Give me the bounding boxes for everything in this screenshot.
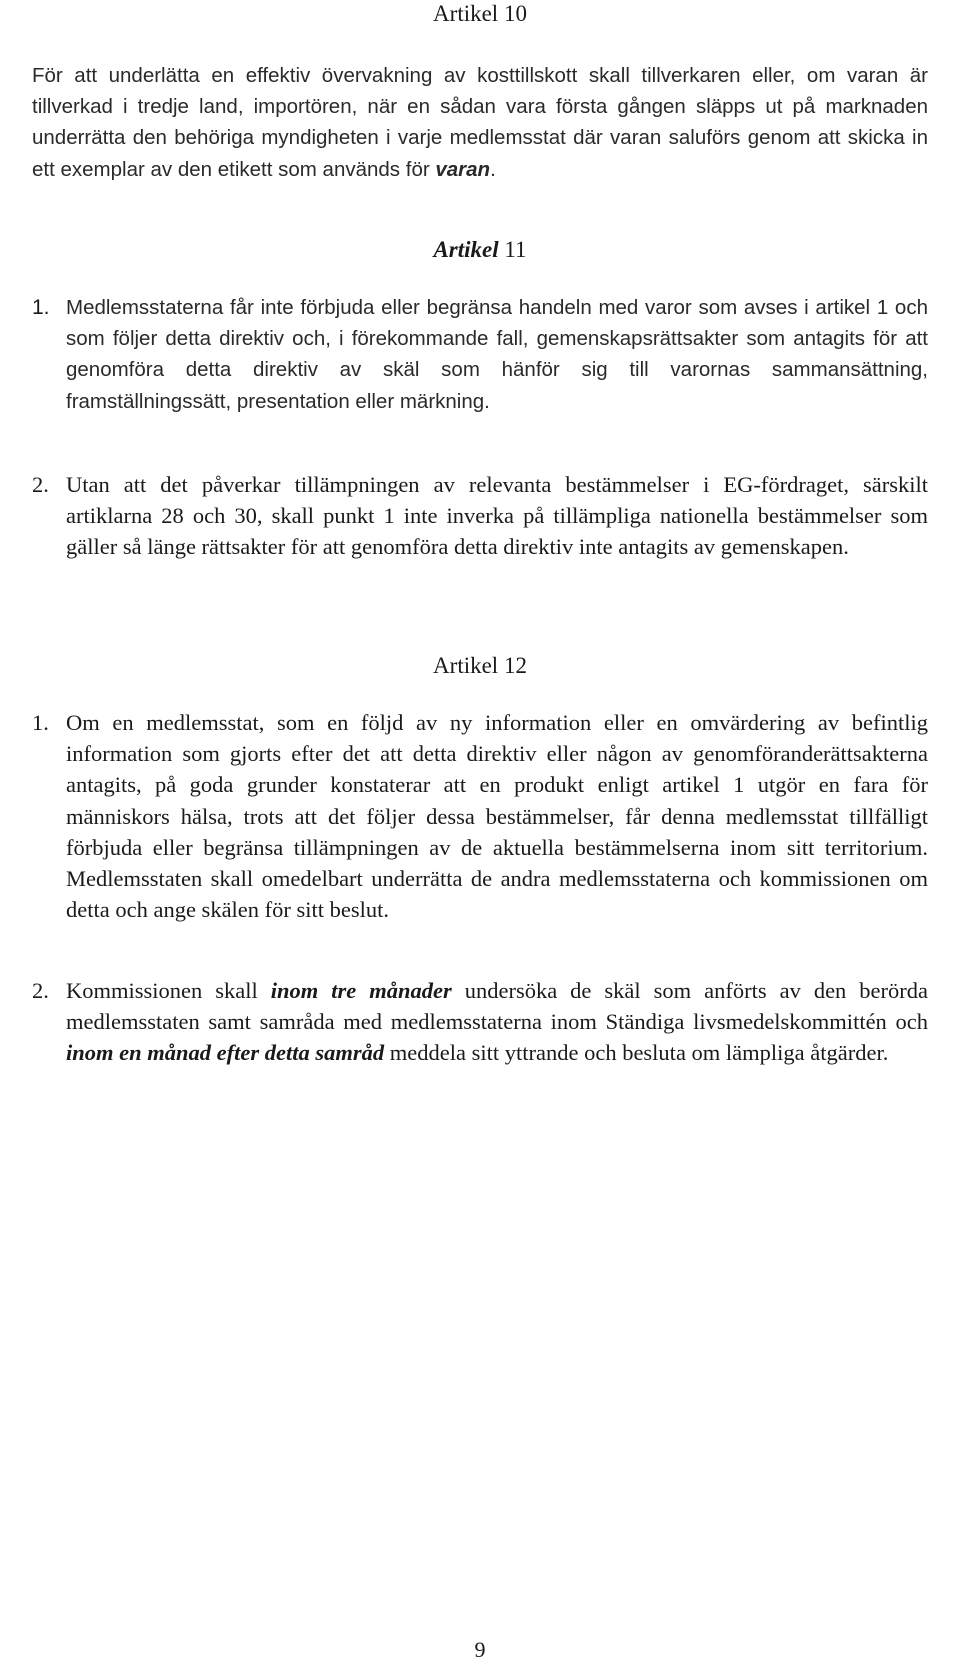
- paragraph-text: [66, 975, 928, 1069]
- article-10-text-main: För att underlätta en effektiv övervakning av kosttillskott skall tillverkaren eller, om varan är tillverkad i tredje land, importören, när en sådan vara första gången släpps ut på marknaden underrätta den behöriga myndigheten i varje medlemsstat där varan saluförs genom att skicka in ett exemplar av den etikett som används för: [32, 64, 928, 181]
- article-10-heading: Artikel 10: [433, 1, 527, 26]
- article-10-text: [32, 60, 928, 185]
- paragraph-number: 1.: [32, 710, 49, 735]
- article-12-heading: Artikel 12: [433, 653, 527, 678]
- paragraph-text: Medlemsstaterna får inte förbjuda eller begränsa handeln med varor som avses i artikel 1 och som följer detta direktiv och, i förekommande fall, gemenskapsrättsakter som antagits för att genomföra detta direktiv av skäl som hänför sig till varornas sammansättning, framställningssätt, presentation eller märkning.: [66, 296, 928, 413]
- paragraph-text: Om en medlemsstat, som en följd av ny information eller en omvärdering av befintlig information som gjorts efter det att detta direktiv eller någon av genomföranderättsakterna antagits, på goda grunder konstaterar att en produkt enligt artikel 1 utgör en fara för människors hälsa, trots att det följer dessa bestämmelser, får denna medlemsstat tillfälligt förbjuda eller begränsa tillämpningen av de aktuella bestämmelserna inom sitt territorium. Medlemsstaten skall omedelbart underrätta de andra medlemsstaterna och kommissionen om detta och ange skälen för sitt beslut.: [66, 710, 928, 923]
- paragraph-text-part: undersöka de skäl som anförts av den berörda medlemsstaten samt samråda med medlemsstaterna inom Ständiga livsmedelskommittén och: [66, 978, 929, 1035]
- paragraph-text: Utan att det påverkar tillämpningen av relevanta bestämmelser i EG-fördraget, särskilt artiklarna 28 och 30, skall punkt 1 inte inverka på tillämpliga nationella bestämmelser som gäller så länge rättsakter för att genomföra detta direktiv inte antagits av gemenskapen.: [66, 472, 928, 560]
- paragraph-number: 1.: [32, 296, 50, 319]
- article-11-heading: [0, 236, 960, 264]
- paragraph-text-emphasis: inom en månad efter detta samråd: [66, 1040, 385, 1066]
- paragraph-text-emphasis: inom tre månader: [270, 978, 452, 1003]
- paragraph-number: 2.: [32, 978, 49, 1003]
- paragraph-number: 2.: [32, 472, 49, 497]
- article-11-heading-word: Artikel: [433, 237, 499, 262]
- article-10-text-end: .: [490, 157, 496, 181]
- article-10-text-emphasis: varan: [435, 157, 491, 181]
- page-number: 9: [474, 1637, 486, 1662]
- paragraph-text-part: meddela sitt yttrande och besluta om lämpliga åtgärder.: [384, 1040, 889, 1066]
- article-11-heading-number: 11: [498, 237, 527, 262]
- paragraph-text-part: Kommissionen skall: [66, 978, 271, 1003]
